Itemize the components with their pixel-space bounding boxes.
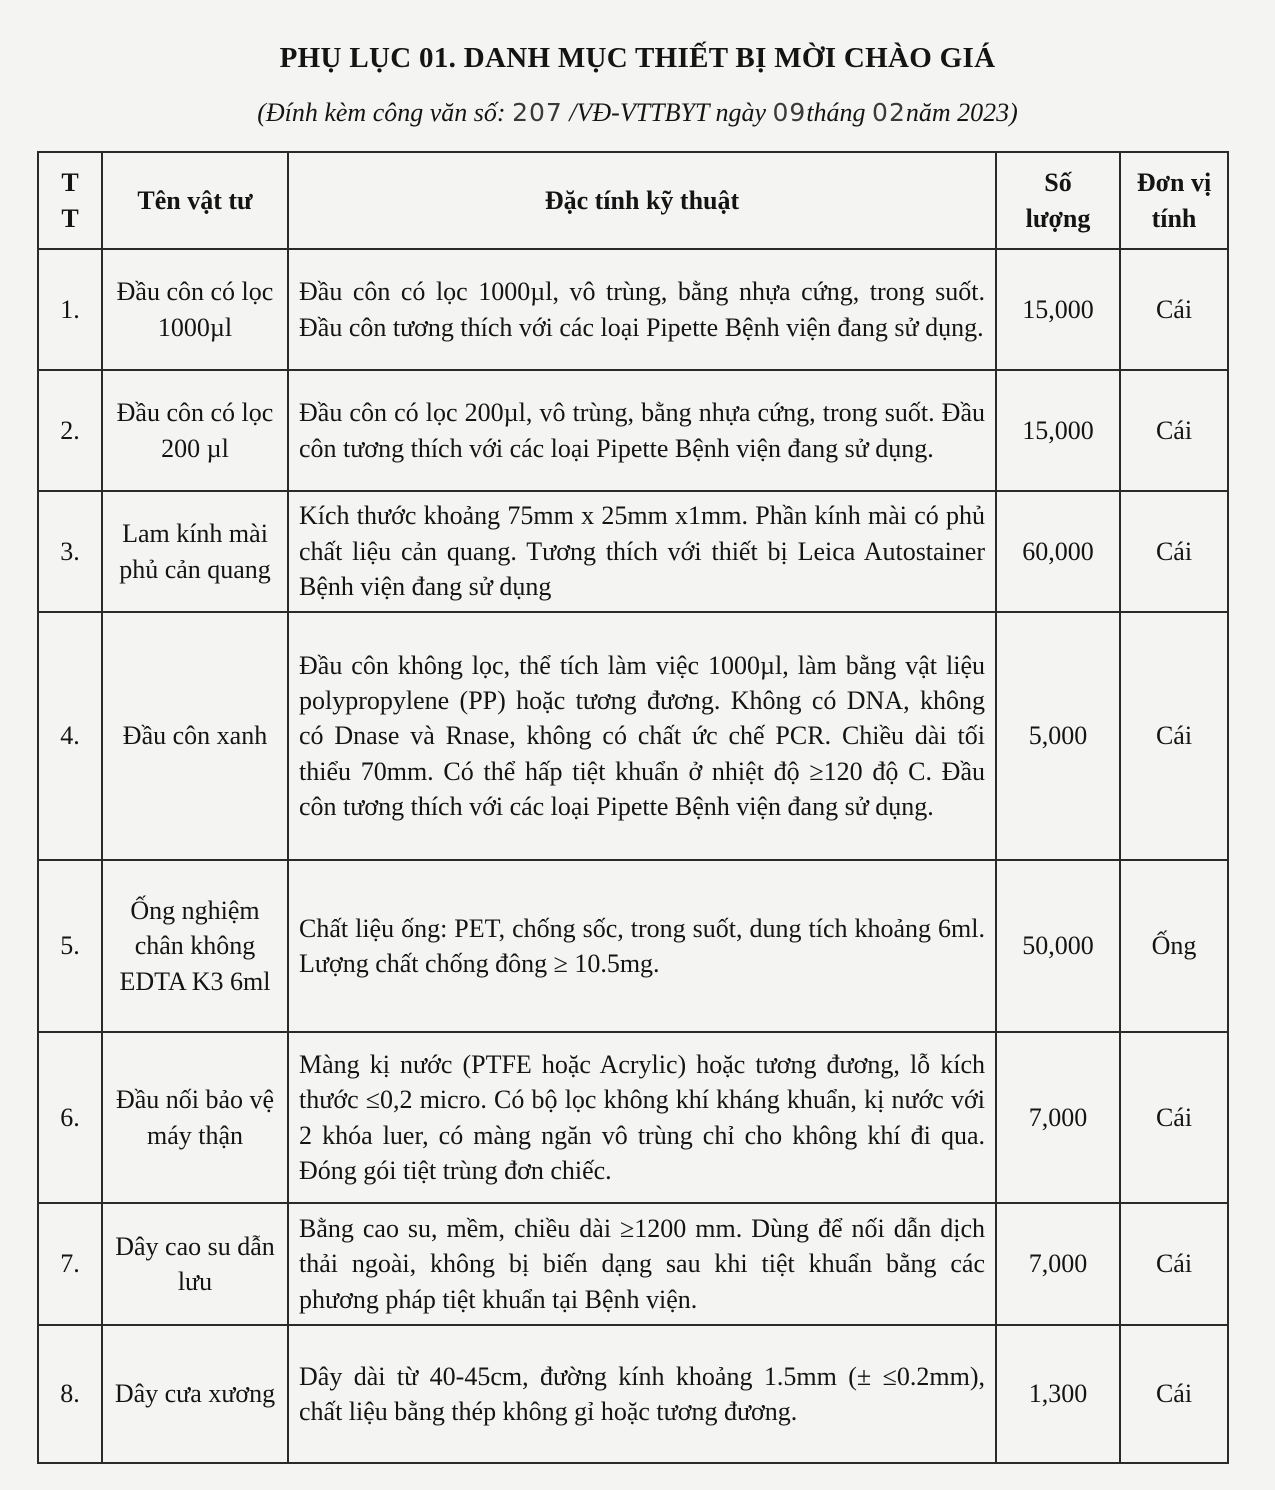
document-subtitle (0, 98, 1275, 128)
cell-spec: Đầu côn không lọc, thể tích làm việc 1000µl, làm bằng vật liệu polypropylene (PP) hoặc tương đương. Không có DNA, không có Dnase và Rnase, không có chất ức chế PCR. Chiều dài tối thiểu 70mm. Có thể hấp tiệt khuẩn ở nhiệt độ ≥120 độ C. Đầu côn tương thích với các loại Pipette Bệnh viện đang sử dụng. (288, 612, 996, 860)
cell-spec: Chất liệu ống: PET, chống sốc, trong suốt, dung tích khoảng 6ml. Lượng chất chống đông ≥ 10.5mg. (288, 860, 996, 1032)
cell-name: Đầu nối bảo vệ máy thận (102, 1032, 288, 1203)
cell-qty: 7,000 (996, 1032, 1120, 1203)
table-row (38, 612, 1228, 860)
cell-name: Dây cao su dẫn lưu (102, 1203, 288, 1325)
cell-stt: 2. (38, 370, 102, 491)
cell-name: Đầu côn xanh (102, 612, 288, 860)
subtitle-text-3: tháng (806, 98, 873, 127)
table-row (38, 1203, 1228, 1325)
cell-unit: Cái (1120, 1032, 1228, 1203)
cell-unit: Cái (1120, 1203, 1228, 1325)
cell-spec: Đầu côn có lọc 200µl, vô trùng, bằng nhựa cứng, trong suốt. Đầu côn tương thích với các loại Pipette Bệnh viện đang sử dụng. (288, 370, 996, 491)
cell-unit: Cái (1120, 1325, 1228, 1463)
cell-spec: Dây dài từ 40-45cm, đường kính khoảng 1.5mm (± ≤0.2mm), chất liệu bằng thép không gỉ hoặc tương đương. (288, 1325, 996, 1463)
header-stt: T T (38, 152, 102, 249)
handwritten-day: 09 (772, 98, 807, 127)
cell-stt: 6. (38, 1032, 102, 1203)
cell-name: Đầu côn có lọc 200 µl (102, 370, 288, 491)
cell-spec: Bằng cao su, mềm, chiều dài ≥1200 mm. Dùng để nối dẫn dịch thải ngoài, không bị biến dạng sau khi tiệt khuẩn bằng các phương pháp tiệt khuẩn tại Bệnh viện. (288, 1203, 996, 1325)
cell-stt: 8. (38, 1325, 102, 1463)
handwritten-doc-number: 207 (512, 98, 563, 127)
header-qty: Số lượng (996, 152, 1120, 249)
subtitle-text-1: (Đính kèm công văn số: (257, 98, 513, 127)
cell-unit: Cái (1120, 612, 1228, 860)
cell-qty: 7,000 (996, 1203, 1120, 1325)
cell-name: Dây cưa xương (102, 1325, 288, 1463)
cell-stt: 4. (38, 612, 102, 860)
cell-qty: 60,000 (996, 491, 1120, 612)
header-spec: Đặc tính kỹ thuật (288, 152, 996, 249)
table-row (38, 249, 1228, 370)
subtitle-text-4: năm 2023) (905, 98, 1018, 127)
cell-name: Đầu côn có lọc 1000µl (102, 249, 288, 370)
table-row (38, 370, 1228, 491)
cell-spec: Kích thước khoảng 75mm x 25mm x1mm. Phần kính mài có phủ chất liệu cản quang. Tương thích với thiết bị Leica Autostainer Bệnh viện đang sử dụng (288, 491, 996, 612)
table-row (38, 491, 1228, 612)
cell-unit: Cái (1120, 370, 1228, 491)
header-name: Tên vật tư (102, 152, 288, 249)
cell-qty: 50,000 (996, 860, 1120, 1032)
cell-spec: Đầu côn có lọc 1000µl, vô trùng, bằng nhựa cứng, trong suốt. Đầu côn tương thích với các loại Pipette Bệnh viện đang sử dụng. (288, 249, 996, 370)
table-header-row (38, 152, 1228, 249)
cell-unit: Cái (1120, 249, 1228, 370)
cell-name: Lam kính mài phủ cản quang (102, 491, 288, 612)
cell-name: Ống nghiệm chân không EDTA K3 6ml (102, 860, 288, 1032)
cell-qty: 1,300 (996, 1325, 1120, 1463)
handwritten-month: 02 (872, 98, 906, 127)
cell-stt: 1. (38, 249, 102, 370)
cell-stt: 3. (38, 491, 102, 612)
cell-stt: 5. (38, 860, 102, 1032)
table-row (38, 1325, 1228, 1463)
cell-qty: 5,000 (996, 612, 1120, 860)
cell-spec: Màng kị nước (PTFE hoặc Acrylic) hoặc tương đương, lỗ kích thước ≤0,2 micro. Có bộ lọc không khí kháng khuẩn, kị nước với 2 khóa luer, có màng ngăn vô trùng chỉ cho không khí đi qua. Đóng gói tiệt trùng đơn chiếc. (288, 1032, 996, 1203)
subtitle-text-2: /VĐ-VTTBYT ngày (562, 98, 773, 127)
header-unit: Đơn vị tính (1120, 152, 1228, 249)
equipment-table (37, 151, 1229, 1464)
cell-qty: 15,000 (996, 249, 1120, 370)
cell-unit: Ống (1120, 860, 1228, 1032)
table-row (38, 1032, 1228, 1203)
cell-stt: 7. (38, 1203, 102, 1325)
table-row (38, 860, 1228, 1032)
document-title: PHỤ LỤC 01. DANH MỤC THIẾT BỊ MỜI CHÀO GIÁ (279, 42, 996, 74)
cell-qty: 15,000 (996, 370, 1120, 491)
cell-unit: Cái (1120, 491, 1228, 612)
